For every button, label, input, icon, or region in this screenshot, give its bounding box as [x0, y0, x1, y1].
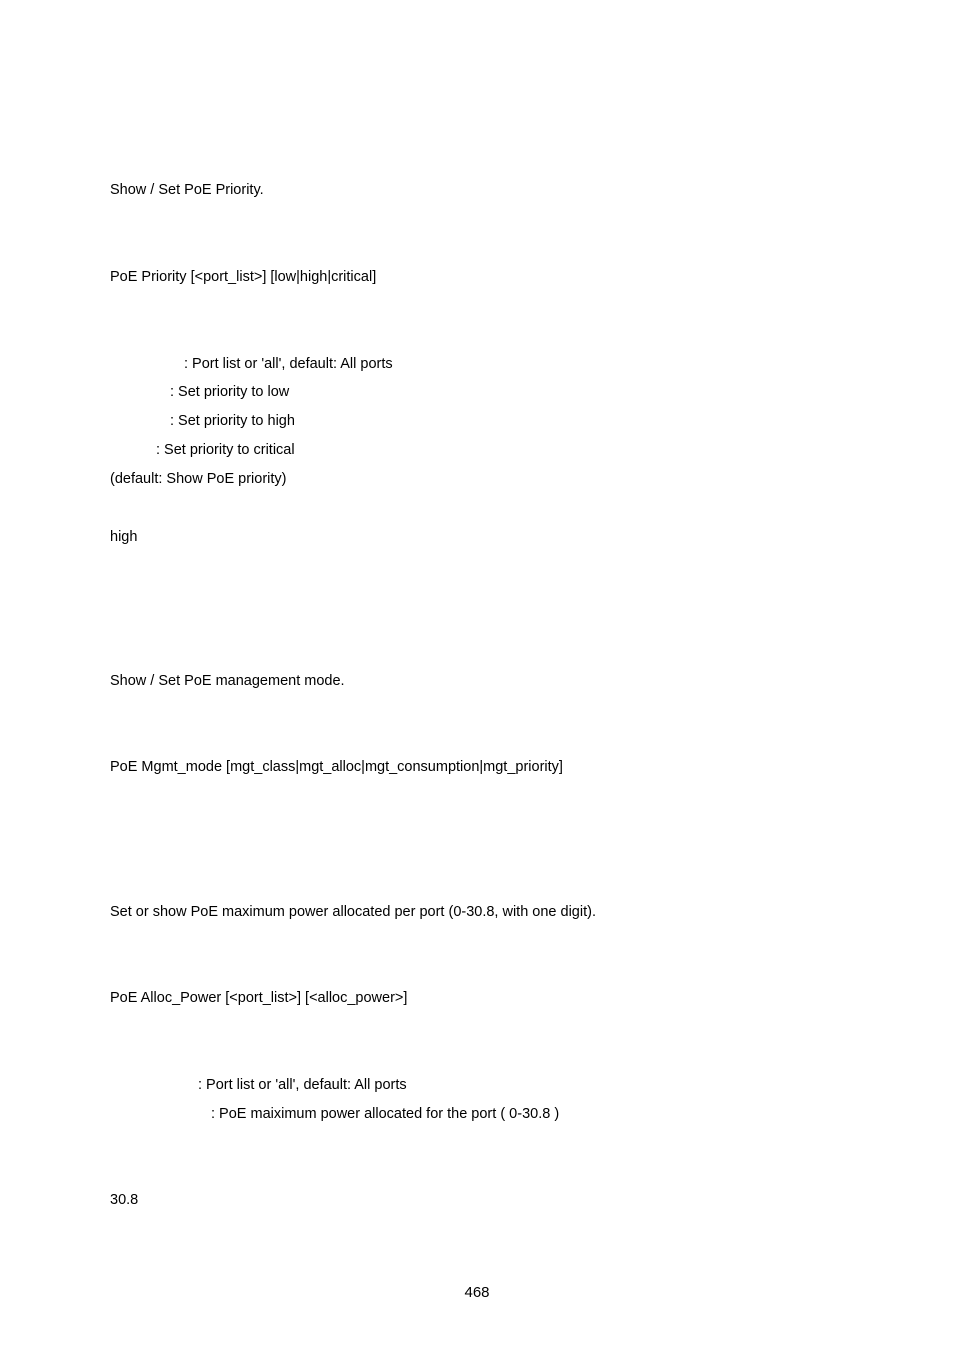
priority-param-high: : Set priority to high [170, 413, 295, 429]
priority-default-note: (default: Show PoE priority) [110, 471, 287, 487]
priority-description: Show / Set PoE Priority. [110, 182, 264, 198]
alloc-power-param-port-list: : Port list or 'all', default: All ports [198, 1077, 407, 1093]
alloc-power-param-power: : PoE maiximum power allocated for the port ( 0-30.8 ) [211, 1106, 560, 1122]
mgmt-mode-syntax: PoE Mgmt_mode [mgt_class|mgt_alloc|mgt_consumption|mgt_priority] [110, 759, 563, 775]
alloc-power-example-value: 30.8 [110, 1192, 139, 1208]
priority-syntax: PoE Priority [<port_list>] [low|high|critical] [110, 269, 377, 285]
alloc-power-description: Set or show PoE maximum power allocated per port (0-30.8, with one digit). [110, 904, 596, 920]
priority-param-critical: : Set priority to critical [156, 442, 295, 458]
alloc-power-syntax: PoE Alloc_Power [<port_list>] [<alloc_power>] [110, 990, 408, 1006]
priority-example-value: high [110, 529, 138, 545]
priority-param-port-list: : Port list or 'all', default: All ports [184, 356, 393, 372]
mgmt-mode-description: Show / Set PoE management mode. [110, 673, 345, 689]
page-number: 468 [464, 1284, 490, 1301]
priority-param-low: : Set priority to low [170, 384, 290, 400]
